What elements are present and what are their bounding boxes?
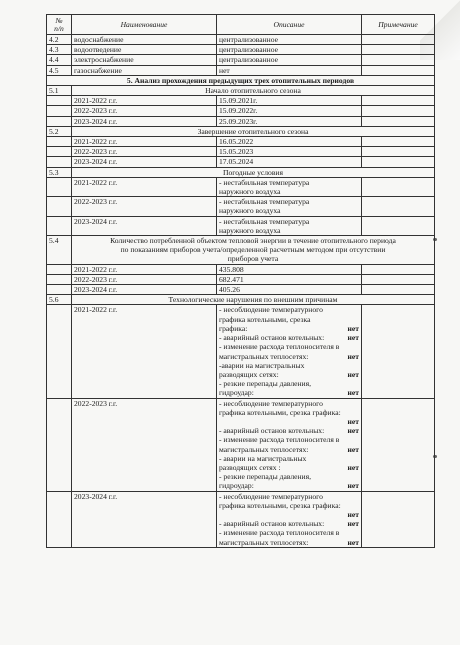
- row-value: 405.26: [217, 285, 362, 295]
- table-row: [47, 285, 435, 295]
- table-row: [47, 305, 435, 398]
- row-year: 2023-2024 г.г.: [72, 216, 217, 235]
- table-row: [47, 274, 435, 284]
- table-row: [47, 45, 435, 55]
- row-name: электроснабжение: [72, 55, 217, 65]
- row-desc: нет: [217, 65, 362, 75]
- row-value: 435.808: [217, 264, 362, 274]
- row-year: 2021-2022 г.г.: [72, 137, 217, 147]
- subsection-row: [47, 126, 435, 136]
- row-value: - несоблюдение температурного графика котельными, срезка графика: нет - аварийный останов котельных: нет - изменение расхода теплоносителя в магистральных теплосетях: нет -аварии на магистральных разводящих сетях: нет - резкие перепады давления, гидроудар: нет: [217, 305, 362, 398]
- row-desc: централизованное: [217, 45, 362, 55]
- row-num: 4.3: [47, 45, 72, 55]
- subsection-title: Завершение отопительного сезона: [72, 126, 435, 136]
- header-name: Наименование: [72, 15, 217, 35]
- section5-title: 5. Анализ прохождения предыдущих трех отопительных периодов: [47, 75, 435, 85]
- row-value: 15.09.2021г.: [217, 96, 362, 106]
- row-year: 2022-2023 г.г.: [72, 106, 217, 116]
- row-year: 2021-2022 г.г.: [72, 177, 217, 196]
- table-row: [47, 65, 435, 75]
- subsection-row: [47, 86, 435, 96]
- table-row: [47, 491, 435, 547]
- row-value: - несоблюдение температурного графика котельными, срезка графика: нет - аварийный останов котельных: нет - изменение расхода теплоносителя в магистральных теплосетях: нет: [217, 491, 362, 547]
- table-row: [47, 177, 435, 196]
- table-row: [47, 137, 435, 147]
- row-value: 17.05.2024: [217, 157, 362, 167]
- table-row: [47, 96, 435, 106]
- row-num: 4.2: [47, 35, 72, 45]
- subsection-title: Количество потребленной объектом тепловой энергии в течение отопительного периода по показаниям приборов учета/определенной расчетным методом при отсутствии приборов учета: [72, 236, 435, 265]
- row-year: 2021-2022 г.г.: [72, 96, 217, 106]
- table-row: [47, 116, 435, 126]
- row-year: 2023-2024 г.г.: [72, 491, 217, 547]
- row-year: 2023-2024 г.г.: [72, 285, 217, 295]
- subsection-title: Технологические нарушения по внешним причинам: [72, 295, 435, 305]
- row-year: 2023-2024 г.г.: [72, 116, 217, 126]
- subsection-row: [47, 167, 435, 177]
- table-row: [47, 35, 435, 45]
- table-row: [47, 197, 435, 216]
- row-value: - несоблюдение температурного графика котельными, срезка графика: нет - аварийный останов котельных: нет - изменение расхода теплоносителя в магистральных теплосетях: нет - аварии на магистральных разводящих сетях : нет - резкие перепады давления, гидроудар: нет: [217, 398, 362, 491]
- row-name: водоснабжение: [72, 35, 217, 45]
- subsection-title: Начало отопительного сезона: [72, 86, 435, 96]
- row-year: 2022-2023 г.г.: [72, 398, 217, 491]
- row-value: - нестабильная температура наружного воздуха: [217, 197, 362, 216]
- section-title-row: [47, 75, 435, 85]
- row-year: 2022-2023 г.г.: [72, 274, 217, 284]
- subsection-row: [47, 295, 435, 305]
- row-value: - нестабильная температура наружного воздуха: [217, 177, 362, 196]
- row-value: 16.05.2022: [217, 137, 362, 147]
- table-row: [47, 398, 435, 491]
- row-value: 682.471: [217, 274, 362, 284]
- row-value: 15.05.2023: [217, 147, 362, 157]
- row-name: газоснабжение: [72, 65, 217, 75]
- table-row: [47, 216, 435, 235]
- row-name: водоотведение: [72, 45, 217, 55]
- row-desc: централизованное: [217, 35, 362, 45]
- header-note: Примечание: [362, 15, 435, 35]
- row-year: 2021-2022 г.г.: [72, 264, 217, 274]
- row-year: 2023-2024 г.г.: [72, 157, 217, 167]
- row-desc: централизованное: [217, 55, 362, 65]
- row-num: 5.2: [47, 126, 72, 136]
- subsection-title: Погодные условия: [72, 167, 435, 177]
- row-num: 5.6: [47, 295, 72, 305]
- table-row: [47, 106, 435, 116]
- row-num: 4.5: [47, 65, 72, 75]
- row-num: 5.1: [47, 86, 72, 96]
- table-row: [47, 147, 435, 157]
- subsection-row: [47, 236, 435, 265]
- row-value: - нестабильная температура наружного воздуха: [217, 216, 362, 235]
- row-year: 2022-2023 г.г.: [72, 147, 217, 157]
- header-num: № п/п: [47, 15, 72, 35]
- table-row: [47, 264, 435, 274]
- table-row: [47, 55, 435, 65]
- row-year: 2022-2023 г.г.: [72, 197, 217, 216]
- heating-report-table: [46, 14, 435, 548]
- row-num: 4.4: [47, 55, 72, 65]
- table-header-row: [47, 15, 435, 35]
- header-desc: Описание: [217, 15, 362, 35]
- row-num: 5.4: [47, 236, 72, 265]
- row-num: 5.3: [47, 167, 72, 177]
- row-value: 15.09.2022г.: [217, 106, 362, 116]
- table-row: [47, 157, 435, 167]
- row-value: 25.09.2023г.: [217, 116, 362, 126]
- row-year: 2021-2022 г.г.: [72, 305, 217, 398]
